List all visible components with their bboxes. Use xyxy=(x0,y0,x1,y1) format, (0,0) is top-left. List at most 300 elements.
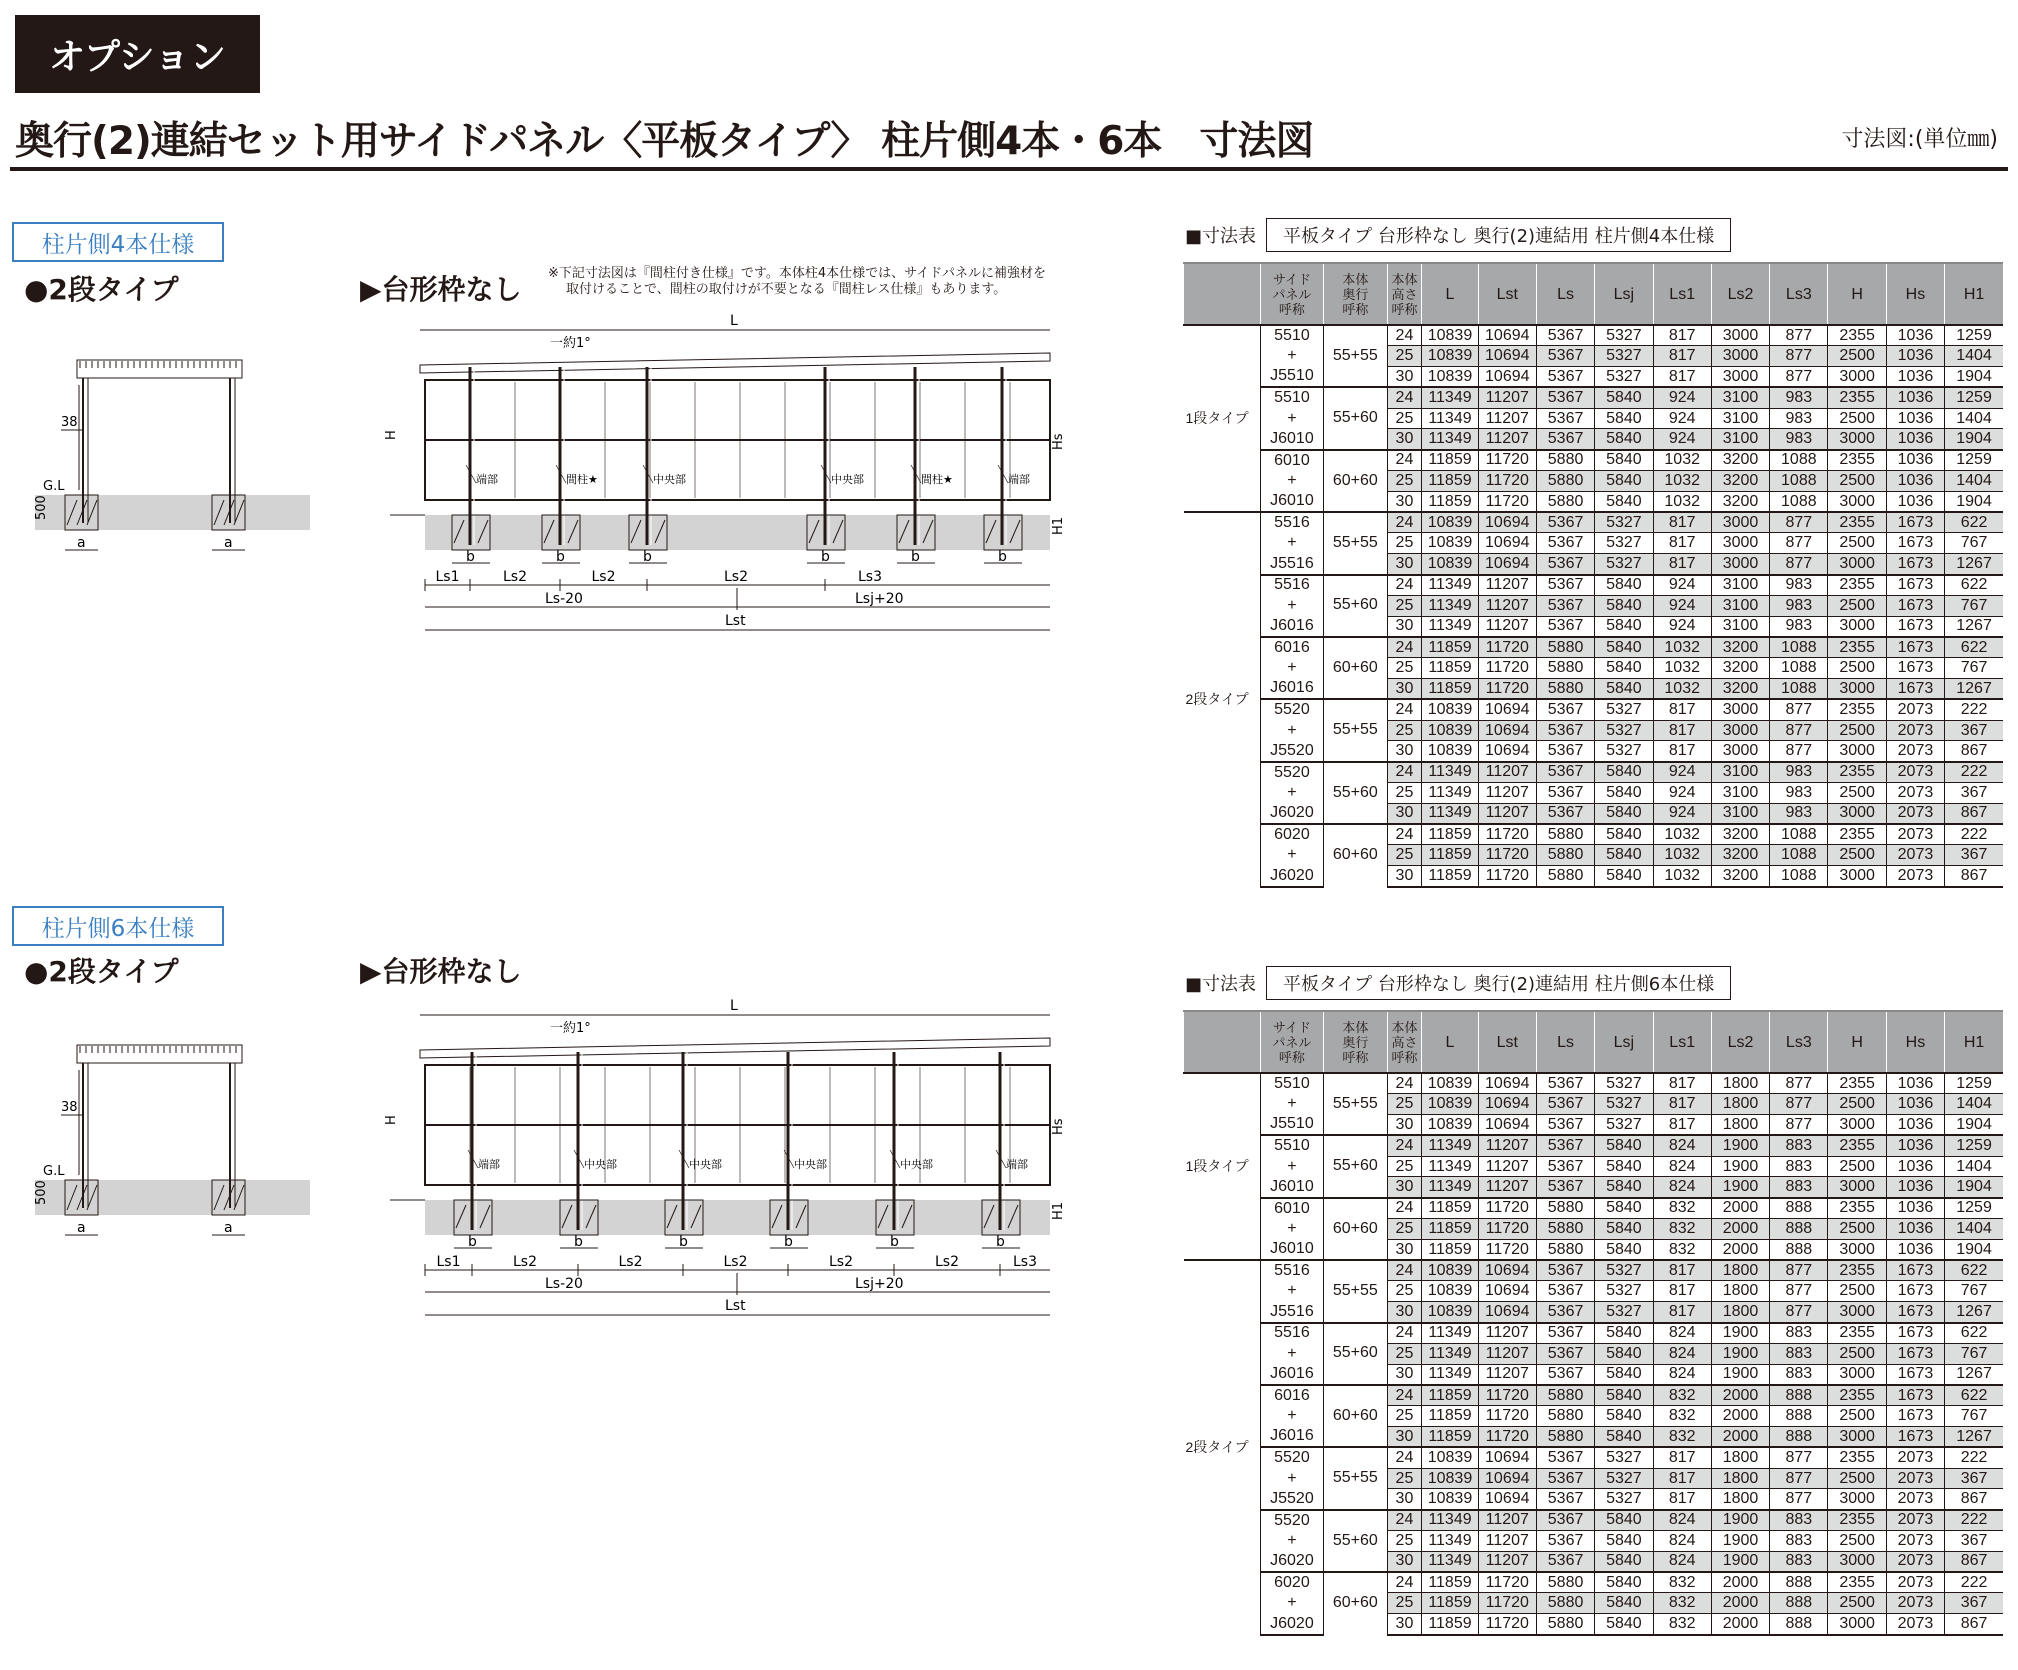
value-cell: 2073 xyxy=(1886,803,1944,824)
depth-cell: 60+60 xyxy=(1324,824,1387,886)
value-cell: 2500 xyxy=(1828,471,1886,492)
value-cell: 30 xyxy=(1387,1551,1422,1572)
value-cell: 222 xyxy=(1945,1510,2003,1531)
depth-cell: 55+55 xyxy=(1324,1260,1387,1322)
column-header: Ls2 xyxy=(1711,1011,1769,1073)
table-row xyxy=(1184,1468,2004,1489)
value-cell: 1032 xyxy=(1653,679,1711,700)
value-cell: 5367 xyxy=(1536,387,1594,408)
value-cell: 5327 xyxy=(1595,512,1653,533)
value-cell: 11720 xyxy=(1478,1406,1536,1427)
value-cell: 924 xyxy=(1653,429,1711,450)
value-cell: 24 xyxy=(1387,1510,1422,1531)
value-cell: 3000 xyxy=(1828,679,1886,700)
value-cell: 883 xyxy=(1770,1323,1828,1344)
svg-text:a: a xyxy=(77,1220,86,1236)
value-cell: 924 xyxy=(1653,762,1711,783)
value-cell: 5367 xyxy=(1536,554,1594,575)
svg-text:Ls2: Ls2 xyxy=(723,1254,748,1270)
value-cell: 11720 xyxy=(1478,1239,1536,1260)
value-cell: 2500 xyxy=(1828,1343,1886,1364)
value-cell: 883 xyxy=(1770,1531,1828,1552)
value-cell: 5327 xyxy=(1595,720,1653,741)
value-cell: 2355 xyxy=(1828,575,1886,596)
value-cell: 10694 xyxy=(1478,1094,1536,1115)
value-cell: 824 xyxy=(1653,1323,1711,1344)
panel-code-cell: J6010 xyxy=(1260,1177,1323,1198)
drawing-note: ※下記寸法図は『間柱付き仕様』です。本体柱4本仕様では、サイドパネルに補強材を 取付けることで、間柱の取付けが不要となる『間柱レス仕様』もあります。 xyxy=(548,266,1046,297)
column-header: L xyxy=(1422,263,1478,325)
table-row xyxy=(1184,429,2004,450)
table-row xyxy=(1184,325,2004,346)
table-row xyxy=(1184,1177,2004,1198)
value-cell: 888 xyxy=(1770,1406,1828,1427)
value-cell: 30 xyxy=(1387,1614,1422,1635)
table-row xyxy=(1184,1260,2004,1281)
value-cell: 1800 xyxy=(1711,1260,1769,1281)
column-header: 本体 高さ 呼称 xyxy=(1387,1011,1422,1073)
value-cell: 11349 xyxy=(1422,1551,1478,1572)
value-cell: 11859 xyxy=(1422,824,1478,845)
panel-code-cell: 5520 xyxy=(1260,699,1323,720)
value-cell: 5367 xyxy=(1536,1323,1594,1344)
value-cell: 1036 xyxy=(1886,408,1944,429)
value-cell: 867 xyxy=(1945,1489,2003,1510)
value-cell: 5880 xyxy=(1536,1385,1594,1406)
value-cell: 5327 xyxy=(1595,1281,1653,1302)
value-cell: 2073 xyxy=(1886,762,1944,783)
value-cell: 11207 xyxy=(1478,1551,1536,1572)
value-cell: 2500 xyxy=(1828,595,1886,616)
value-cell: 622 xyxy=(1945,512,2003,533)
value-cell: 1032 xyxy=(1653,471,1711,492)
panel-code-cell: J6020 xyxy=(1260,803,1323,824)
value-cell: 11720 xyxy=(1478,637,1536,658)
value-cell: 5367 xyxy=(1536,1135,1594,1156)
depth-cell: 55+55 xyxy=(1324,1447,1387,1509)
value-cell: 1267 xyxy=(1945,1427,2003,1448)
page-title: 奥行(2)連結セット用サイドパネル〈平板タイプ〉 柱片側4本・6本 寸法図 xyxy=(15,119,1314,164)
value-cell: 11859 xyxy=(1422,1427,1478,1448)
value-cell: 11207 xyxy=(1478,1323,1536,1344)
value-cell: 2355 xyxy=(1828,824,1886,845)
value-cell: 2000 xyxy=(1711,1219,1769,1240)
value-cell: 924 xyxy=(1653,575,1711,596)
panel-code-cell: + xyxy=(1260,658,1323,679)
value-cell: 5880 xyxy=(1536,1239,1594,1260)
column-header: Lsj xyxy=(1595,1011,1653,1073)
value-cell: 2073 xyxy=(1886,824,1944,845)
value-cell: 3200 xyxy=(1711,471,1769,492)
column-header: Ls xyxy=(1536,1011,1594,1073)
value-cell: 3000 xyxy=(1828,1239,1886,1260)
value-cell: 1088 xyxy=(1770,450,1828,471)
value-cell: 24 xyxy=(1387,1385,1422,1406)
value-cell: 5367 xyxy=(1536,1115,1594,1136)
panel-code-cell: 5510 xyxy=(1260,387,1323,408)
value-cell: 10694 xyxy=(1478,1281,1536,1302)
value-cell: 2073 xyxy=(1886,845,1944,866)
value-cell: 3100 xyxy=(1711,575,1769,596)
dimension-table-6-posts xyxy=(1183,1010,2003,1636)
value-cell: 11349 xyxy=(1422,803,1478,824)
value-cell: 1404 xyxy=(1945,1094,2003,1115)
value-cell: 10694 xyxy=(1478,512,1536,533)
depth-cell: 55+55 xyxy=(1324,699,1387,761)
value-cell: 5840 xyxy=(1595,637,1653,658)
table-row xyxy=(1184,367,2004,388)
value-cell: 2000 xyxy=(1711,1427,1769,1448)
svg-text:38: 38 xyxy=(61,415,78,430)
value-cell: 5327 xyxy=(1595,346,1653,367)
panel-code-cell: J6016 xyxy=(1260,679,1323,700)
svg-text:Ls2: Ls2 xyxy=(829,1254,854,1270)
value-cell: 25 xyxy=(1387,783,1422,804)
value-cell: 3000 xyxy=(1828,554,1886,575)
value-cell: 817 xyxy=(1653,367,1711,388)
table-row xyxy=(1184,1385,2004,1406)
value-cell: 5367 xyxy=(1536,429,1594,450)
value-cell: 5367 xyxy=(1536,720,1594,741)
value-cell: 877 xyxy=(1770,346,1828,367)
value-cell: 1036 xyxy=(1886,1094,1944,1115)
table-row xyxy=(1184,491,2004,512)
value-cell: 10839 xyxy=(1422,1489,1478,1510)
value-cell: 5840 xyxy=(1595,429,1653,450)
value-cell: 11349 xyxy=(1422,616,1478,637)
svg-text:一約1°: 一約1° xyxy=(550,1021,591,1036)
svg-text:b: b xyxy=(784,1234,793,1250)
value-cell: 867 xyxy=(1945,866,2003,887)
table-row xyxy=(1184,1281,2004,1302)
value-cell: 5880 xyxy=(1536,1572,1594,1593)
value-cell: 888 xyxy=(1770,1385,1828,1406)
svg-text:Hs: Hs xyxy=(1051,433,1066,450)
value-cell: 5367 xyxy=(1536,325,1594,346)
table-row xyxy=(1184,533,2004,554)
value-cell: 2000 xyxy=(1711,1198,1769,1219)
value-cell: 1032 xyxy=(1653,866,1711,887)
value-cell: 3100 xyxy=(1711,616,1769,637)
value-cell: 1673 xyxy=(1886,512,1944,533)
value-cell: 5367 xyxy=(1536,575,1594,596)
value-cell: 3000 xyxy=(1711,720,1769,741)
value-cell: 824 xyxy=(1653,1135,1711,1156)
table-row xyxy=(1184,1343,2004,1364)
svg-text:端部: 端部 xyxy=(476,473,498,486)
value-cell: 832 xyxy=(1653,1239,1711,1260)
table-row xyxy=(1184,1302,2004,1323)
value-cell: 877 xyxy=(1770,367,1828,388)
value-cell: 5840 xyxy=(1595,1239,1653,1260)
depth-cell: 55+60 xyxy=(1324,1510,1387,1572)
panel-code-cell: 5510 xyxy=(1260,1073,1323,1094)
svg-text:Ls1: Ls1 xyxy=(435,569,460,585)
panel-code-cell: + xyxy=(1260,1094,1323,1115)
value-cell: 2073 xyxy=(1886,720,1944,741)
value-cell: 3000 xyxy=(1828,866,1886,887)
value-cell: 877 xyxy=(1770,1094,1828,1115)
value-cell: 2500 xyxy=(1828,408,1886,429)
value-cell: 5327 xyxy=(1595,1447,1653,1468)
value-cell: 832 xyxy=(1653,1385,1711,1406)
value-cell: 11349 xyxy=(1422,1156,1478,1177)
value-cell: 11720 xyxy=(1478,1219,1536,1240)
column-header: 本体 奥行 呼称 xyxy=(1324,1011,1387,1073)
value-cell: 1673 xyxy=(1886,658,1944,679)
value-cell: 367 xyxy=(1945,783,2003,804)
value-cell: 24 xyxy=(1387,325,1422,346)
value-cell: 1259 xyxy=(1945,387,2003,408)
table-row xyxy=(1184,1219,2004,1240)
value-cell: 10839 xyxy=(1422,720,1478,741)
value-cell: 888 xyxy=(1770,1572,1828,1593)
value-cell: 2000 xyxy=(1711,1406,1769,1427)
value-cell: 1259 xyxy=(1945,1073,2003,1094)
value-cell: 11859 xyxy=(1422,491,1478,512)
value-cell: 5327 xyxy=(1595,1468,1653,1489)
value-cell: 11859 xyxy=(1422,450,1478,471)
value-cell: 5840 xyxy=(1595,1614,1653,1635)
column-header: H xyxy=(1828,1011,1886,1073)
value-cell: 5840 xyxy=(1595,845,1653,866)
value-cell: 222 xyxy=(1945,762,2003,783)
value-cell: 11207 xyxy=(1478,616,1536,637)
value-cell: 1904 xyxy=(1945,1177,2003,1198)
value-cell: 5367 xyxy=(1536,783,1594,804)
spec-6-posts-label: 柱片側6本仕様 xyxy=(12,906,224,946)
value-cell: 5840 xyxy=(1595,491,1653,512)
value-cell: 25 xyxy=(1387,1343,1422,1364)
value-cell: 10694 xyxy=(1478,1260,1536,1281)
value-cell: 924 xyxy=(1653,783,1711,804)
value-cell: 3000 xyxy=(1828,1427,1886,1448)
table-header-row xyxy=(1184,1011,2004,1073)
value-cell: 888 xyxy=(1770,1198,1828,1219)
value-cell: 10839 xyxy=(1422,699,1478,720)
svg-text:G.L: G.L xyxy=(43,479,65,494)
svg-text:Lst: Lst xyxy=(725,1298,746,1314)
value-cell: 1036 xyxy=(1886,1115,1944,1136)
value-cell: 1673 xyxy=(1886,1427,1944,1448)
value-cell: 1036 xyxy=(1886,1135,1944,1156)
value-cell: 2355 xyxy=(1828,512,1886,533)
value-cell: 30 xyxy=(1387,491,1422,512)
type-2dan-label-1: ●2段タイプ xyxy=(24,273,179,306)
column-header: Ls3 xyxy=(1770,263,1828,325)
value-cell: 877 xyxy=(1770,512,1828,533)
value-cell: 5840 xyxy=(1595,1364,1653,1385)
value-cell: 983 xyxy=(1770,762,1828,783)
svg-text:L: L xyxy=(730,313,738,329)
value-cell: 824 xyxy=(1653,1343,1711,1364)
value-cell: 5840 xyxy=(1595,824,1653,845)
value-cell: 367 xyxy=(1945,1593,2003,1614)
value-cell: 25 xyxy=(1387,471,1422,492)
table-row xyxy=(1184,720,2004,741)
table-title-6: ■寸法表 平板タイプ 台形枠なし 奥行(2)連結用 柱片側6本仕様 xyxy=(1185,966,1731,1000)
value-cell: 1036 xyxy=(1886,429,1944,450)
panel-code-cell: + xyxy=(1260,720,1323,741)
panel-code-cell: J6020 xyxy=(1260,1551,1323,1572)
value-cell: 877 xyxy=(1770,1302,1828,1323)
value-cell: 11720 xyxy=(1478,866,1536,887)
value-cell: 11349 xyxy=(1422,762,1478,783)
unit-note: 寸法図:(単位㎜) xyxy=(1841,127,1998,152)
value-cell: 5327 xyxy=(1595,533,1653,554)
value-cell: 367 xyxy=(1945,720,2003,741)
table-row xyxy=(1184,1427,2004,1448)
svg-text:間柱★: 間柱★ xyxy=(921,473,953,486)
value-cell: 888 xyxy=(1770,1239,1828,1260)
value-cell: 817 xyxy=(1653,1260,1711,1281)
value-cell: 5880 xyxy=(1536,1427,1594,1448)
value-cell: 2073 xyxy=(1886,1447,1944,1468)
value-cell: 25 xyxy=(1387,1593,1422,1614)
value-cell: 1904 xyxy=(1945,491,2003,512)
value-cell: 817 xyxy=(1653,1468,1711,1489)
value-cell: 1036 xyxy=(1886,1198,1944,1219)
value-cell: 1673 xyxy=(1886,616,1944,637)
value-cell: 877 xyxy=(1770,1073,1828,1094)
value-cell: 5880 xyxy=(1536,824,1594,845)
value-cell: 3000 xyxy=(1828,429,1886,450)
table-row xyxy=(1184,450,2004,471)
value-cell: 3200 xyxy=(1711,866,1769,887)
value-cell: 30 xyxy=(1387,803,1422,824)
value-cell: 1032 xyxy=(1653,491,1711,512)
value-cell: 2500 xyxy=(1828,720,1886,741)
value-cell: 5367 xyxy=(1536,803,1594,824)
column-header: Ls3 xyxy=(1770,1011,1828,1073)
value-cell: 11349 xyxy=(1422,408,1478,429)
value-cell: 5367 xyxy=(1536,512,1594,533)
value-cell: 817 xyxy=(1653,741,1711,762)
value-cell: 24 xyxy=(1387,387,1422,408)
frame-label-1: ▶台形枠なし xyxy=(360,273,522,306)
value-cell: 832 xyxy=(1653,1406,1711,1427)
value-cell: 11720 xyxy=(1478,679,1536,700)
value-cell: 1267 xyxy=(1945,554,2003,575)
value-cell: 1404 xyxy=(1945,408,2003,429)
value-cell: 5840 xyxy=(1595,471,1653,492)
value-cell: 11349 xyxy=(1422,783,1478,804)
panel-code-cell: + xyxy=(1260,1281,1323,1302)
value-cell: 5840 xyxy=(1595,1219,1653,1240)
value-cell: 10839 xyxy=(1422,554,1478,575)
value-cell: 1800 xyxy=(1711,1489,1769,1510)
value-cell: 24 xyxy=(1387,762,1422,783)
value-cell: 1673 xyxy=(1886,1323,1944,1344)
value-cell: 25 xyxy=(1387,408,1422,429)
value-cell: 2000 xyxy=(1711,1385,1769,1406)
value-cell: 622 xyxy=(1945,1260,2003,1281)
table-row xyxy=(1184,699,2004,720)
svg-text:Lst: Lst xyxy=(725,613,746,629)
value-cell: 877 xyxy=(1770,533,1828,554)
panel-code-cell: + xyxy=(1260,1406,1323,1427)
panel-code-cell: + xyxy=(1260,1156,1323,1177)
value-cell: 11349 xyxy=(1422,1364,1478,1385)
value-cell: 1673 xyxy=(1886,1343,1944,1364)
svg-text:間柱★: 間柱★ xyxy=(566,473,598,486)
depth-cell: 60+60 xyxy=(1324,1198,1387,1260)
svg-text:Hs: Hs xyxy=(1051,1118,1066,1135)
value-cell: 5840 xyxy=(1595,1510,1653,1531)
panel-code-cell: 5516 xyxy=(1260,575,1323,596)
value-cell: 5880 xyxy=(1536,1614,1594,1635)
value-cell: 888 xyxy=(1770,1593,1828,1614)
column-header: L xyxy=(1422,1011,1478,1073)
value-cell: 10839 xyxy=(1422,1281,1478,1302)
value-cell: 5840 xyxy=(1595,575,1653,596)
depth-cell: 55+60 xyxy=(1324,387,1387,449)
value-cell: 11859 xyxy=(1422,1198,1478,1219)
value-cell: 11720 xyxy=(1478,845,1536,866)
value-cell: 824 xyxy=(1653,1156,1711,1177)
value-cell: 11859 xyxy=(1422,637,1478,658)
value-cell: 1088 xyxy=(1770,637,1828,658)
value-cell: 888 xyxy=(1770,1219,1828,1240)
value-cell: 3100 xyxy=(1711,783,1769,804)
depth-cell: 60+60 xyxy=(1324,637,1387,699)
value-cell: 11207 xyxy=(1478,387,1536,408)
value-cell: 767 xyxy=(1945,1343,2003,1364)
value-cell: 10694 xyxy=(1478,1073,1536,1094)
value-cell: 1036 xyxy=(1886,450,1944,471)
depth-cell: 55+55 xyxy=(1324,512,1387,574)
value-cell: 1673 xyxy=(1886,637,1944,658)
column-header: Hs xyxy=(1886,263,1944,325)
value-cell: 11720 xyxy=(1478,491,1536,512)
value-cell: 10839 xyxy=(1422,325,1478,346)
svg-text:H: H xyxy=(384,430,399,440)
value-cell: 11207 xyxy=(1478,1156,1536,1177)
table-row xyxy=(1184,741,2004,762)
value-cell: 1404 xyxy=(1945,1219,2003,1240)
value-cell: 5327 xyxy=(1595,1302,1653,1323)
svg-text:L: L xyxy=(730,998,738,1014)
value-cell: 1036 xyxy=(1886,367,1944,388)
value-cell: 11207 xyxy=(1478,408,1536,429)
value-cell: 3100 xyxy=(1711,803,1769,824)
value-cell: 1036 xyxy=(1886,1177,1944,1198)
value-cell: 5840 xyxy=(1595,866,1653,887)
panel-code-cell: + xyxy=(1260,783,1323,804)
value-cell: 11349 xyxy=(1422,1135,1478,1156)
value-cell: 877 xyxy=(1770,1281,1828,1302)
value-cell: 3100 xyxy=(1711,387,1769,408)
tier-type-cell: 1段タイプ xyxy=(1184,1073,1261,1260)
value-cell: 30 xyxy=(1387,1239,1422,1260)
value-cell: 5840 xyxy=(1595,1156,1653,1177)
value-cell: 25 xyxy=(1387,533,1422,554)
value-cell: 11207 xyxy=(1478,429,1536,450)
value-cell: 1673 xyxy=(1886,1406,1944,1427)
depth-cell: 55+60 xyxy=(1324,1135,1387,1197)
value-cell: 24 xyxy=(1387,1323,1422,1344)
value-cell: 11349 xyxy=(1422,429,1478,450)
value-cell: 3100 xyxy=(1711,429,1769,450)
svg-text:b: b xyxy=(890,1234,899,1250)
table-row xyxy=(1184,1115,2004,1136)
svg-text:b: b xyxy=(556,549,565,565)
column-header: Lst xyxy=(1478,1011,1536,1073)
value-cell: 25 xyxy=(1387,720,1422,741)
value-cell: 824 xyxy=(1653,1531,1711,1552)
value-cell: 25 xyxy=(1387,1468,1422,1489)
value-cell: 622 xyxy=(1945,1323,2003,1344)
